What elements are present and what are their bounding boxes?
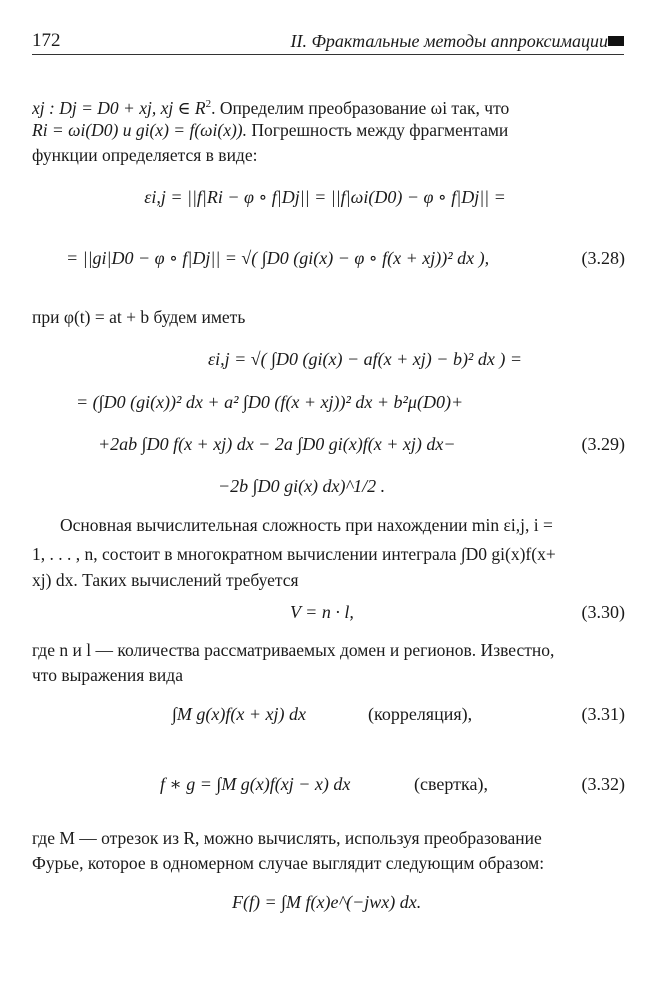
header-rule <box>32 54 624 55</box>
paragraph-2-line-1: где n и l — количества рассматриваемых домен и регионов. Известно, <box>32 640 555 660</box>
page-number: 172 <box>32 30 61 51</box>
equation-3-29-line-2: = (∫D0 (gi(x))² dx + a² ∫D0 (f(x + xj))² dx + b²μ(D0)+ <box>76 392 464 412</box>
text-line-1-math: xj : Dj = D0 + xj, xj ∈ R <box>32 97 206 118</box>
text-line-1-text: . Определим преобразование ωi так, что <box>211 97 510 118</box>
paragraph-3-line-1: где M — отрезок из R, можно вычислять, используя преобразование <box>32 828 542 848</box>
text-line-1 <box>32 92 624 120</box>
paragraph-3-line-2: Фурье, которое в одномерном случае выглядит следующим образом: <box>32 853 545 873</box>
paragraph-1-line-3: xj) dx. Таких вычислений требуется <box>32 570 299 590</box>
equation-number-3-29: (3.29) <box>581 434 625 454</box>
equation-3-28-line-1: εi,j = ||f|Ri − φ ∘ f|Dj|| = ||f|ωi(D0) − φ ∘ f|Dj|| = <box>144 187 506 207</box>
text-line-2-math: Ri = ωi(D0) и gi(x) = f(ωi(x)). <box>32 120 247 140</box>
equation-3-28-line-2: = ||gi|D0 − φ ∘ f|Dj|| = √( ∫D0 (gi(x) − φ ∘ f(x + xj))² dx ), <box>66 248 490 268</box>
equation-fourier: F(f) = ∫M f(x)e^(−jwx) dx. <box>232 892 422 912</box>
running-title: II. Фрактальные методы аппроксимации <box>290 31 608 51</box>
header-bar-mark <box>608 36 624 46</box>
equation-3-32-note: (свертка), <box>414 774 488 794</box>
text-line-2-text: Погрешность между фрагментами <box>247 120 509 140</box>
running-header <box>32 30 624 56</box>
text-line-3: функции определяется в виде: <box>32 145 258 165</box>
equation-number-3-30: (3.30) <box>581 602 625 622</box>
paragraph-1-line-1: Основная вычислительная сложность при нахождении min εi,j, i = <box>60 515 553 535</box>
equation-3-29-line-4: −2b ∫D0 gi(x) dx)^1/2 . <box>218 476 386 496</box>
paragraph-1-line-2: 1, . . . , n, состоит в многократном вычислении интеграла ∫D0 gi(x)f(x+ <box>32 544 556 564</box>
text-line-4: при φ(t) = at + b будем иметь <box>32 307 246 327</box>
equation-3-31-note: (корреляция), <box>368 704 473 724</box>
equation-3-30: V = n · l, <box>290 602 354 622</box>
equation-3-29-line-3: +2ab ∫D0 f(x + xj) dx − 2a ∫D0 gi(x)f(x + xj) dx− <box>98 434 456 454</box>
equation-number-3-31: (3.31) <box>581 704 625 724</box>
text-line-2 <box>32 118 624 142</box>
equation-number-3-32: (3.32) <box>581 774 625 794</box>
paragraph-2-line-2: что выражения вида <box>32 665 183 685</box>
equation-3-29-line-1: εi,j = √( ∫D0 (gi(x) − af(x + xj) − b)² dx ) = <box>208 349 522 369</box>
equation-3-31: ∫M g(x)f(x + xj) dx <box>172 704 307 724</box>
equation-number-3-28: (3.28) <box>581 248 625 268</box>
superscript-2: 2 <box>205 98 212 110</box>
equation-3-32: f ∗ g = ∫M g(x)f(xj − x) dx <box>160 774 351 794</box>
